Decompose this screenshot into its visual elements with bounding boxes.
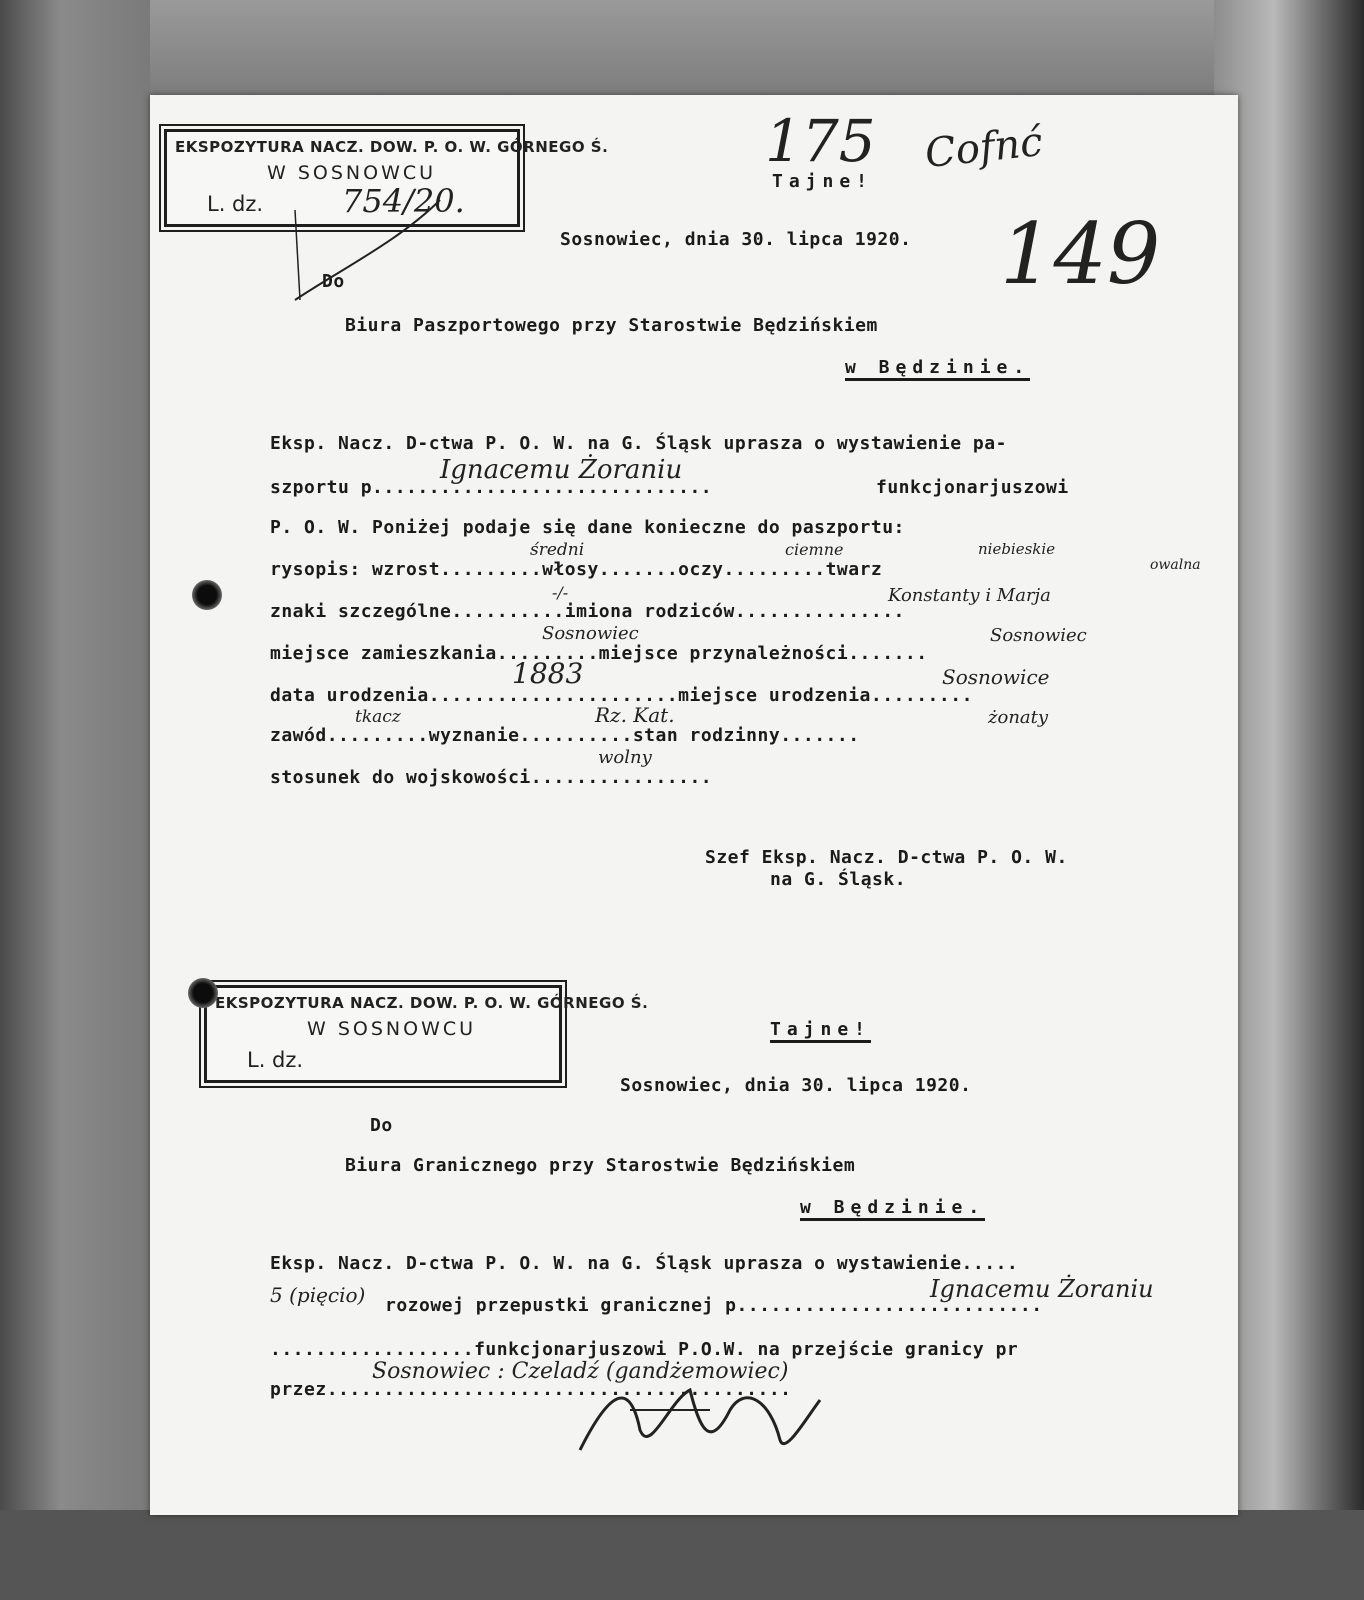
secret-label-2: Tajne! bbox=[770, 1019, 871, 1043]
binder-hole-bottom bbox=[188, 978, 218, 1008]
filled-military: wolny bbox=[598, 747, 652, 768]
body2-line-4: przez......................................... bbox=[270, 1379, 792, 1400]
recipient: Biura Paszportowego przy Starostwie Będzińskiem bbox=[345, 315, 878, 336]
filled-birth-place: Sosnowice bbox=[942, 665, 1050, 689]
marks-parents-line: znaki szczególne..........imiona rodziców............... bbox=[270, 601, 905, 622]
scan-background-bottom bbox=[0, 1510, 1364, 1600]
profession-line: zawód.........wyznanie..........stan rodzinny....... bbox=[270, 725, 860, 746]
stamp-city: W SOSNOWCU bbox=[307, 1018, 477, 1040]
stamp-ldz-label: L. dz. bbox=[207, 192, 264, 216]
filled-parents: Konstanty i Marja bbox=[888, 585, 1051, 606]
filled-route: Sosnowiec : Czeladź (gandżemowiec) bbox=[372, 1359, 789, 1384]
filled-marks: -/- bbox=[552, 583, 569, 602]
date-line: Sosnowiec, dnia 30. lipca 1920. bbox=[560, 229, 912, 250]
body-line-3: P. O. W. Poniżej podaje się dane konieczne do paszportu: bbox=[270, 517, 905, 538]
scan-background-top bbox=[0, 0, 1364, 95]
recipient-2: Biura Granicznego przy Starostwie Będzińskiem bbox=[345, 1155, 856, 1176]
filled-residence: Sosnowiec bbox=[542, 623, 639, 644]
folio-number: 149 bbox=[1000, 205, 1161, 303]
handwritten-signature bbox=[570, 1370, 830, 1460]
filled-eyes: niebieskie bbox=[978, 540, 1056, 558]
to-label: Do bbox=[322, 271, 345, 292]
birth-line: data urodzenia......................miejsce urodzenia......... bbox=[270, 685, 973, 706]
military-line: stosunek do wojskowości................ bbox=[270, 767, 713, 788]
body2-line-2: rozowej przepustki granicznej p........................... bbox=[385, 1295, 1043, 1316]
handwritten-number: 175 bbox=[765, 107, 876, 175]
stamp-city: W SOSNOWCU bbox=[267, 162, 437, 184]
secret-label: Tajne! bbox=[772, 171, 874, 192]
body2-line-3: ..................funkcjonarjuszowi P.O.W. na przejście granicy pr bbox=[270, 1339, 1019, 1360]
document-page bbox=[150, 95, 1238, 1515]
stamp-ldz-value: 754/20. bbox=[342, 182, 465, 220]
registry-stamp-bottom bbox=[204, 985, 649, 1083]
filled-family: żonaty bbox=[988, 707, 1049, 728]
signature-line-2: na G. Śląsk. bbox=[770, 869, 907, 890]
filled-religion: Rz. Kat. bbox=[595, 703, 675, 727]
body2-line-1: Eksp. Nacz. D-ctwa P. O. W. na G. Śląsk uprasza o wystawienie..... bbox=[270, 1253, 1019, 1274]
description-line: rysopis: wzrost.........włosy.......oczy.........twarz bbox=[270, 559, 883, 580]
filled-birth-date: 1883 bbox=[512, 657, 584, 690]
residence-line: miejsce zamieszkania.........miejsce przynależności....... bbox=[270, 643, 928, 664]
filled-name-2: Ignacemu Żoraniu bbox=[930, 1275, 1154, 1303]
filled-profession: tkacz bbox=[355, 707, 401, 727]
scan-background-left bbox=[0, 0, 150, 1600]
body-line-1: Eksp. Nacz. D-ctwa P. O. W. na G. Śląsk uprasza o wystawienie pa- bbox=[270, 433, 1007, 454]
body-line-2: szportu p.............................. bbox=[270, 477, 713, 498]
signature-line-1: Szef Eksp. Nacz. D-ctwa P. O. W. bbox=[705, 847, 1068, 868]
recipient-place-2: w Będzinie. bbox=[800, 1197, 985, 1221]
handwritten-note: Cofnć bbox=[922, 118, 1045, 178]
stamp-title: EKSPOZYTURA NACZ. DOW. P. O. W. GÓRNEGO Ś. bbox=[175, 138, 609, 156]
recipient-place: w Będzinie. bbox=[845, 357, 1030, 381]
filled-name: Ignacemu Żoraniu bbox=[440, 455, 683, 485]
filled-face: owalna bbox=[1150, 557, 1201, 573]
to-label-2: Do bbox=[370, 1115, 393, 1136]
body-line-2-end: funkcjonarjuszowi bbox=[876, 477, 1069, 498]
stamp-ldz-label: L. dz. bbox=[247, 1048, 304, 1072]
filled-height: średni bbox=[530, 540, 585, 560]
date-line-2: Sosnowiec, dnia 30. lipca 1920. bbox=[620, 1075, 972, 1096]
filled-belonging: Sosnowiec bbox=[990, 625, 1087, 646]
binder-hole-top bbox=[192, 580, 222, 610]
pen-strike bbox=[280, 190, 480, 310]
filled-hair: ciemne bbox=[785, 540, 844, 559]
filled-times: 5 (pięcio) bbox=[270, 1283, 366, 1307]
stamp-title: EKSPOZYTURA NACZ. DOW. P. O. W. GÓRNEGO Ś. bbox=[215, 994, 649, 1012]
